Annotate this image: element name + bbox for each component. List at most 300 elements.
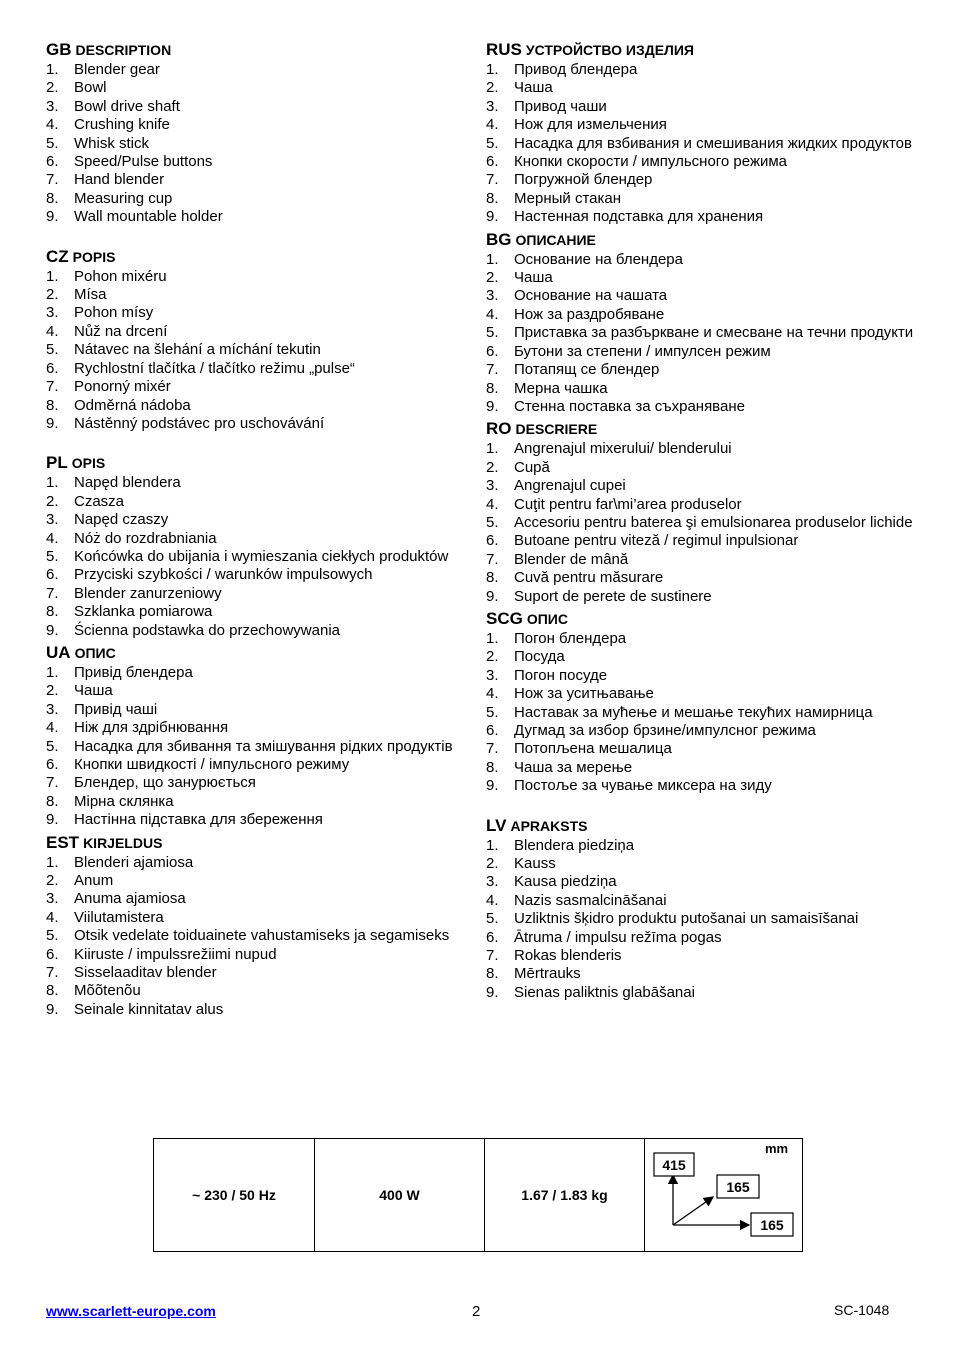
section-name: ОПИС	[526, 610, 568, 627]
parts-list	[486, 630, 916, 796]
website-link[interactable]: www.scarlett-europe.com	[46, 1303, 216, 1319]
list-item	[46, 664, 471, 682]
item-number: 7.	[486, 171, 499, 189]
section-cz	[46, 245, 471, 434]
item-number: 3.	[46, 304, 59, 322]
item-number: 5.	[486, 324, 499, 342]
item-text: Rychlostní tlačítka / tlačítko režimu „pulse“	[74, 359, 355, 377]
specifications-table	[153, 1138, 803, 1252]
item-text: Чаша	[74, 682, 113, 700]
item-number: 4.	[486, 891, 499, 909]
item-number: 5.	[486, 513, 499, 531]
item-text: Чаша за мерење	[514, 758, 633, 776]
list-item	[486, 588, 916, 606]
list-item	[486, 569, 916, 587]
item-text: Mērtrauks	[514, 965, 581, 983]
section-name: ОПИСАНИЕ	[515, 231, 596, 248]
section-code: EST	[46, 832, 80, 852]
item-number: 4.	[46, 116, 59, 134]
list-item	[46, 756, 471, 774]
voltage-value: ~ 230 / 50 Hz	[192, 1187, 276, 1203]
item-number: 4.	[486, 685, 499, 703]
voltage-cell	[154, 1139, 315, 1252]
item-number: 4.	[486, 116, 499, 134]
item-number: 7.	[486, 361, 499, 379]
list-item	[46, 909, 471, 927]
section-name: ОПИС	[74, 644, 116, 661]
item-number: 2.	[46, 872, 59, 890]
item-text: Насадка для взбивания и смешивания жидких продуктов	[514, 134, 912, 152]
item-text: Ніж для здрібнювання	[74, 719, 229, 737]
list-item	[486, 269, 916, 287]
item-number: 1.	[486, 250, 499, 268]
item-text: Погон блендера	[514, 629, 627, 647]
power-value: 400 W	[379, 1187, 420, 1203]
item-number: 1.	[486, 629, 499, 647]
item-text: Cuţit pentru far\mi’area produselor	[514, 495, 742, 513]
list-item	[486, 984, 916, 1002]
item-number: 6.	[46, 359, 59, 377]
section-scg	[486, 607, 916, 796]
item-number: 3.	[486, 97, 499, 115]
item-number: 6.	[486, 928, 499, 946]
list-item	[486, 910, 916, 928]
item-text: Kausa piedziņa	[514, 873, 617, 891]
item-text: Mísa	[74, 286, 107, 304]
list-item	[486, 759, 916, 777]
item-text: Hand blender	[74, 171, 165, 189]
item-text: Приставка за разбъркване и смесване на течни продукти	[514, 324, 914, 342]
list-item	[46, 286, 471, 304]
list-item	[46, 738, 471, 756]
item-number: 9.	[46, 414, 59, 432]
item-number: 7.	[46, 964, 59, 982]
item-text: Measuring cup	[74, 189, 173, 207]
dimensions-diagram	[645, 1139, 803, 1253]
item-number: 1.	[46, 474, 59, 492]
item-text: Nůž na drcení	[74, 322, 168, 340]
list-item	[46, 208, 471, 226]
item-number: 6.	[486, 722, 499, 739]
list-item	[46, 719, 471, 737]
list-item	[46, 872, 471, 890]
item-number: 1.	[46, 853, 59, 871]
item-number: 9.	[46, 621, 59, 639]
item-text: Anum	[74, 872, 114, 890]
item-text: Ścienna podstawka do przechowywania	[74, 621, 340, 639]
item-number: 5.	[46, 737, 59, 755]
section-pl	[46, 451, 471, 640]
item-text: Viilutamistera	[74, 908, 164, 926]
item-text: Uzliktnis šķidro produktu putošanai un samaisīšanai	[514, 910, 859, 928]
list-item	[486, 306, 916, 324]
section-title	[486, 814, 916, 837]
section-gb	[46, 38, 471, 227]
parts-list	[486, 61, 916, 227]
list-item	[486, 947, 916, 965]
section-code: RO	[486, 419, 512, 439]
list-item	[486, 440, 916, 458]
parts-list	[46, 61, 471, 227]
section-name: POPIS	[72, 248, 116, 265]
item-text: Кнопки скорости / импульсного режима	[514, 153, 788, 171]
item-number: 7.	[486, 740, 499, 758]
item-text: Cuvă pentru măsurare	[514, 569, 664, 587]
section-title	[46, 831, 471, 854]
parts-list	[46, 664, 471, 830]
section-name: OPIS	[71, 455, 106, 472]
list-item	[486, 630, 916, 648]
dimensions-unit: mm	[765, 1141, 789, 1156]
list-item	[46, 61, 471, 79]
item-text: Cupă	[514, 458, 550, 476]
item-number: 9.	[46, 811, 59, 829]
item-number: 3.	[486, 666, 499, 684]
item-text: Нож для измельчения	[514, 116, 667, 134]
list-item	[486, 892, 916, 910]
list-item	[486, 648, 916, 666]
section-title	[46, 641, 471, 664]
list-item	[46, 378, 471, 396]
item-number: 8.	[46, 396, 59, 414]
item-text: Настінна підставка для збереження	[74, 811, 323, 829]
list-item	[486, 98, 916, 116]
list-item	[486, 722, 916, 740]
section-name: DESCRIERE	[515, 421, 598, 438]
height-value: 415	[662, 1157, 686, 1173]
item-number: 3.	[486, 477, 499, 495]
list-item	[486, 324, 916, 342]
item-number: 2.	[46, 682, 59, 700]
list-item	[486, 135, 916, 153]
item-text: Rokas blenderis	[514, 947, 622, 965]
item-number: 5.	[486, 703, 499, 721]
list-item	[46, 890, 471, 908]
item-text: Pohon mixéru	[74, 267, 167, 285]
list-item	[486, 965, 916, 983]
list-item	[46, 323, 471, 341]
item-number: 2.	[486, 855, 499, 873]
item-text: Потапящ се блендер	[514, 361, 660, 379]
section-code: UA	[46, 642, 71, 662]
item-text: Suport de perete de sustinere	[514, 587, 712, 605]
parts-list	[46, 854, 471, 1020]
item-text: Основание на блендера	[514, 250, 683, 268]
item-text: Мірна склянка	[74, 792, 174, 810]
section-est	[46, 831, 471, 1020]
list-item	[46, 190, 471, 208]
item-text: Nástěnný podstávec pro uschovávání	[74, 414, 325, 432]
model-number: SC-1048	[834, 1302, 890, 1318]
list-item	[46, 98, 471, 116]
item-number: 3.	[46, 97, 59, 115]
item-text: Kauss	[514, 855, 556, 873]
item-text: Нож за раздробяване	[514, 305, 665, 323]
list-item	[46, 171, 471, 189]
item-number: 2.	[46, 492, 59, 510]
item-text: Ponorný mixér	[74, 378, 171, 396]
list-item	[46, 603, 471, 621]
item-number: 7.	[46, 774, 59, 792]
item-number: 4.	[486, 495, 499, 513]
item-text: Kiiruste / impulssrežiimi nupud	[74, 945, 277, 963]
parts-list	[486, 440, 916, 606]
list-item	[486, 532, 916, 550]
item-number: 6.	[46, 153, 59, 171]
item-number: 2.	[486, 79, 499, 97]
list-item	[486, 704, 916, 722]
item-text: Чаша	[514, 79, 553, 97]
item-number: 6.	[46, 566, 59, 584]
list-item	[46, 135, 471, 153]
list-item	[486, 477, 916, 495]
item-number: 5.	[46, 547, 59, 565]
dimensions-cell	[645, 1139, 803, 1252]
item-text: Основание на чашата	[514, 287, 668, 305]
item-number: 8.	[46, 189, 59, 207]
list-item	[46, 982, 471, 1000]
item-text: Привід чаші	[74, 700, 158, 718]
item-number: 3.	[46, 511, 59, 529]
list-item	[46, 854, 471, 872]
section-code: LV	[486, 815, 507, 835]
list-item	[486, 153, 916, 171]
section-title	[486, 38, 916, 61]
item-number: 5.	[486, 910, 499, 928]
item-number: 1.	[486, 836, 499, 854]
section-ua	[46, 641, 471, 830]
item-text: Pohon mísy	[74, 304, 154, 322]
list-item	[486, 929, 916, 947]
list-item	[486, 551, 916, 569]
section-lv	[486, 814, 916, 1003]
list-item	[486, 398, 916, 416]
list-item	[46, 927, 471, 945]
item-text: Стенна поставка за съхраняване	[514, 397, 745, 415]
item-text: Bowl	[74, 79, 107, 97]
weight-cell	[485, 1139, 645, 1252]
section-code: BG	[486, 229, 512, 249]
section-rus	[486, 38, 916, 227]
list-item	[46, 153, 471, 171]
list-item	[486, 685, 916, 703]
item-text: Otsik vedelate toiduainete vahustamiseks ja segamiseks	[74, 927, 450, 945]
item-number: 1.	[46, 267, 59, 285]
item-text: Napęd blendera	[74, 474, 181, 492]
section-title	[486, 607, 916, 630]
item-text: Angrenajul mixerului/ blenderului	[514, 440, 732, 458]
item-number: 8.	[46, 792, 59, 810]
item-text: Odměrná nádoba	[74, 396, 191, 414]
section-bg	[486, 228, 916, 417]
list-item	[486, 667, 916, 685]
item-number: 4.	[46, 719, 59, 737]
item-number: 3.	[46, 700, 59, 718]
item-number: 4.	[46, 322, 59, 340]
item-number: 5.	[46, 134, 59, 152]
weight-value: 1.67 / 1.83 kg	[521, 1187, 608, 1203]
list-item	[46, 116, 471, 134]
section-title	[46, 451, 471, 474]
item-text: Ātruma / impulsu režīma pogas	[514, 928, 722, 946]
left-column	[46, 38, 471, 1019]
list-item	[46, 341, 471, 359]
list-item	[46, 548, 471, 566]
item-number: 4.	[46, 908, 59, 926]
section-code: CZ	[46, 246, 69, 266]
section-code: RUS	[486, 40, 522, 59]
item-number: 6.	[486, 342, 499, 360]
item-text: Мерный стакан	[514, 189, 622, 207]
item-number: 8.	[486, 189, 499, 207]
page-number: 2	[472, 1303, 481, 1320]
list-item	[486, 496, 916, 514]
item-text: Привод блендера	[514, 61, 638, 78]
list-item	[46, 701, 471, 719]
item-text: Привод чаши	[514, 97, 607, 115]
section-code: SCG	[486, 608, 523, 628]
list-item	[46, 360, 471, 378]
section-title	[486, 228, 916, 251]
item-number: 5.	[486, 134, 499, 152]
item-text: Наставак за мућење и мешање текућих намирница	[514, 703, 873, 721]
item-number: 2.	[46, 79, 59, 97]
list-item	[486, 251, 916, 269]
list-item	[486, 116, 916, 134]
item-number: 7.	[46, 171, 59, 189]
item-text: Mõõtenõu	[74, 982, 141, 1000]
list-item	[46, 682, 471, 700]
section-name: APRAKSTS	[510, 817, 588, 834]
width-value: 165	[760, 1217, 784, 1233]
list-item	[46, 268, 471, 286]
list-item	[486, 171, 916, 189]
item-number: 9.	[486, 777, 499, 795]
item-text: Чаша	[514, 269, 553, 287]
section-title	[46, 38, 471, 61]
list-item	[486, 287, 916, 305]
item-text: Bowl drive shaft	[74, 97, 180, 115]
item-text: Seinale kinnitatav alus	[74, 1000, 224, 1018]
item-text: Нож за уситњавање	[514, 685, 654, 703]
list-item	[486, 343, 916, 361]
item-number: 4.	[486, 305, 499, 323]
section-name: KIRJELDUS	[83, 834, 163, 851]
list-item	[486, 361, 916, 379]
depth-value: 165	[726, 1179, 750, 1195]
item-text: Настенная подставка для хранения	[514, 208, 764, 226]
list-item	[486, 855, 916, 873]
item-text: Мерна чашка	[514, 379, 608, 397]
item-text: Погружной блендер	[514, 171, 653, 189]
item-number: 4.	[46, 529, 59, 547]
item-text: Блендер, що занурюється	[74, 774, 256, 792]
item-number: 6.	[486, 153, 499, 171]
list-item	[486, 61, 916, 79]
item-number: 7.	[486, 550, 499, 568]
list-item	[486, 380, 916, 398]
list-item	[486, 79, 916, 97]
item-number: 2.	[486, 648, 499, 666]
list-item	[46, 811, 471, 829]
depth-arrow	[673, 1197, 713, 1225]
item-number: 9.	[486, 397, 499, 415]
list-item	[46, 946, 471, 964]
parts-list	[46, 474, 471, 640]
list-item	[46, 585, 471, 603]
list-item	[46, 304, 471, 322]
item-number: 6.	[46, 945, 59, 963]
item-number: 3.	[486, 873, 499, 891]
list-item	[46, 793, 471, 811]
item-text: Sisselaaditav blender	[74, 964, 217, 982]
item-text: Nóż do rozdrabniania	[74, 529, 217, 547]
parts-list	[486, 251, 916, 417]
list-item	[486, 514, 916, 532]
list-item	[486, 873, 916, 891]
item-number: 7.	[46, 378, 59, 396]
item-number: 2.	[46, 286, 59, 304]
item-text: Anuma ajamiosa	[74, 890, 186, 908]
section-code: GB	[46, 40, 72, 59]
item-text: Blender de mână	[514, 550, 629, 568]
item-number: 7.	[486, 947, 499, 965]
item-text: Кнопки швидкості / імпульсного режиму	[74, 756, 350, 773]
item-text: Blender zanurzeniowy	[74, 584, 222, 602]
item-text: Wall mountable holder	[74, 208, 223, 226]
item-number: 9.	[46, 208, 59, 226]
section-name: DESCRIPTION	[75, 42, 172, 58]
item-text: Привід блендера	[74, 663, 193, 681]
item-number: 1.	[486, 61, 499, 78]
item-text: Przyciski szybkości / warunków impulsowych	[74, 566, 373, 584]
section-name: УСТРОЙСТВО ИЗДЕЛИЯ	[525, 42, 694, 58]
list-item	[46, 397, 471, 415]
item-number: 1.	[46, 663, 59, 681]
item-text: Butoane pentru viteză / regimul inpulsionar	[514, 532, 799, 550]
item-text: Czasza	[74, 492, 125, 510]
item-text: Бутони за степени / импулсен режим	[514, 342, 771, 360]
item-text: Потопљена мешалица	[514, 740, 672, 758]
item-text: Speed/Pulse buttons	[74, 153, 213, 171]
section-code: PL	[46, 453, 68, 473]
list-item	[46, 493, 471, 511]
item-text: Accesoriu pentru baterea şi emulsionarea produselor lichide	[514, 513, 913, 531]
section-title	[46, 245, 471, 268]
item-text: Blendera piedziņa	[514, 836, 635, 854]
list-item	[46, 79, 471, 97]
item-number: 3.	[46, 890, 59, 908]
item-number: 8.	[486, 569, 499, 587]
item-number: 8.	[46, 982, 59, 1000]
item-text: Angrenajul cupei	[514, 477, 626, 495]
list-item	[46, 566, 471, 584]
item-text: Sienas paliktnis glabāšanai	[514, 983, 695, 1001]
list-item	[46, 474, 471, 492]
item-text: Посуда	[514, 648, 565, 666]
item-number: 6.	[46, 756, 59, 773]
item-number: 5.	[46, 927, 59, 945]
item-number: 8.	[486, 379, 499, 397]
item-number: 1.	[486, 440, 499, 458]
item-number: 6.	[486, 532, 499, 550]
item-text: Whisk stick	[74, 134, 149, 152]
item-text: Постоље за чување миксера на зиду	[514, 777, 772, 795]
item-number: 9.	[486, 983, 499, 1001]
item-number: 1.	[46, 61, 59, 78]
section-title	[486, 417, 916, 440]
item-text: Дугмад за избор брзине/импулсног режима	[514, 722, 816, 739]
